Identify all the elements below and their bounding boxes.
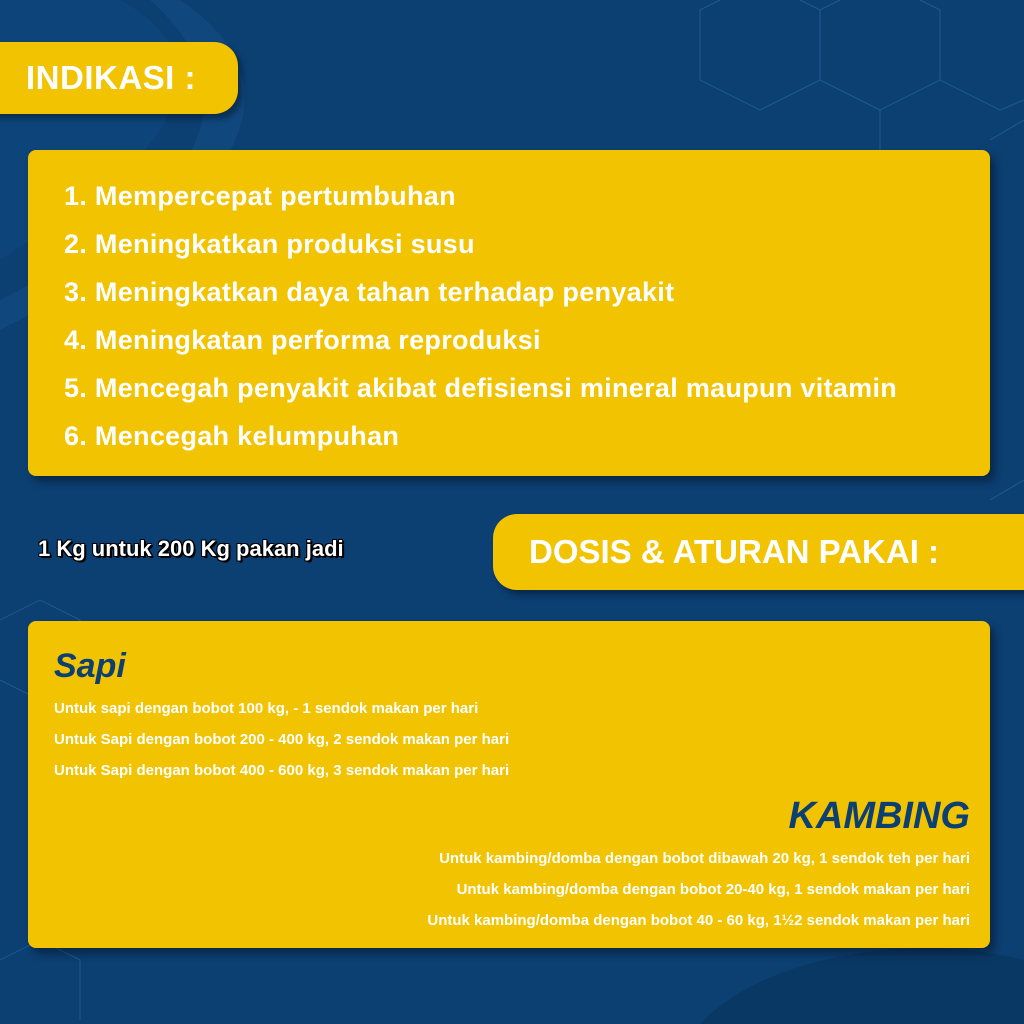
dose-note: 1 Kg untuk 200 Kg pakan jadi bbox=[38, 536, 344, 561]
sapi-dose-line: Untuk Sapi dengan bobot 400 - 600 kg, 3 sendok makan per hari bbox=[54, 762, 510, 779]
indikasi-item: 6. Mencegah kelumpuhan bbox=[64, 421, 400, 451]
indikasi-list bbox=[64, 172, 897, 460]
kambing-dose-line: Untuk kambing/domba dengan bobot 20-40 kg, 1 sendok makan per hari bbox=[456, 881, 970, 898]
sapi-dose-line: Untuk sapi dengan bobot 100 kg, - 1 sendok makan per hari bbox=[54, 700, 479, 717]
kambing-dose-list bbox=[427, 843, 970, 936]
indikasi-header bbox=[0, 42, 238, 114]
kambing-dose-line: Untuk kambing/domba dengan bobot 40 - 60 kg, 1½2 sendok makan per hari bbox=[427, 912, 970, 929]
sapi-dose-list bbox=[54, 693, 509, 786]
dosis-header bbox=[493, 514, 1024, 590]
indikasi-item: 2. Meningkatkan produksi susu bbox=[64, 229, 475, 259]
indikasi-item: 5. Mencegah penyakit akibat defisiensi mineral maupun vitamin bbox=[64, 373, 898, 403]
indikasi-item: 1. Mempercepat pertumbuhan bbox=[64, 181, 456, 211]
indikasi-title: INDIKASI : bbox=[26, 59, 196, 96]
sapi-title: Sapi bbox=[54, 647, 126, 685]
kambing-dose-line: Untuk kambing/domba dengan bobot dibawah 20 kg, 1 sendok teh per hari bbox=[439, 850, 970, 867]
indikasi-item: 4. Meningkatan performa reproduksi bbox=[64, 325, 541, 355]
indikasi-item: 3. Meningkatkan daya tahan terhadap penyakit bbox=[64, 277, 675, 307]
kambing-title: KAMBING bbox=[788, 795, 970, 837]
sapi-dose-line: Untuk Sapi dengan bobot 200 - 400 kg, 2 sendok makan per hari bbox=[54, 731, 510, 748]
dosis-title: DOSIS & ATURAN PAKAI : bbox=[529, 533, 940, 570]
indikasi-panel bbox=[28, 150, 990, 476]
dosis-panel bbox=[28, 621, 990, 948]
